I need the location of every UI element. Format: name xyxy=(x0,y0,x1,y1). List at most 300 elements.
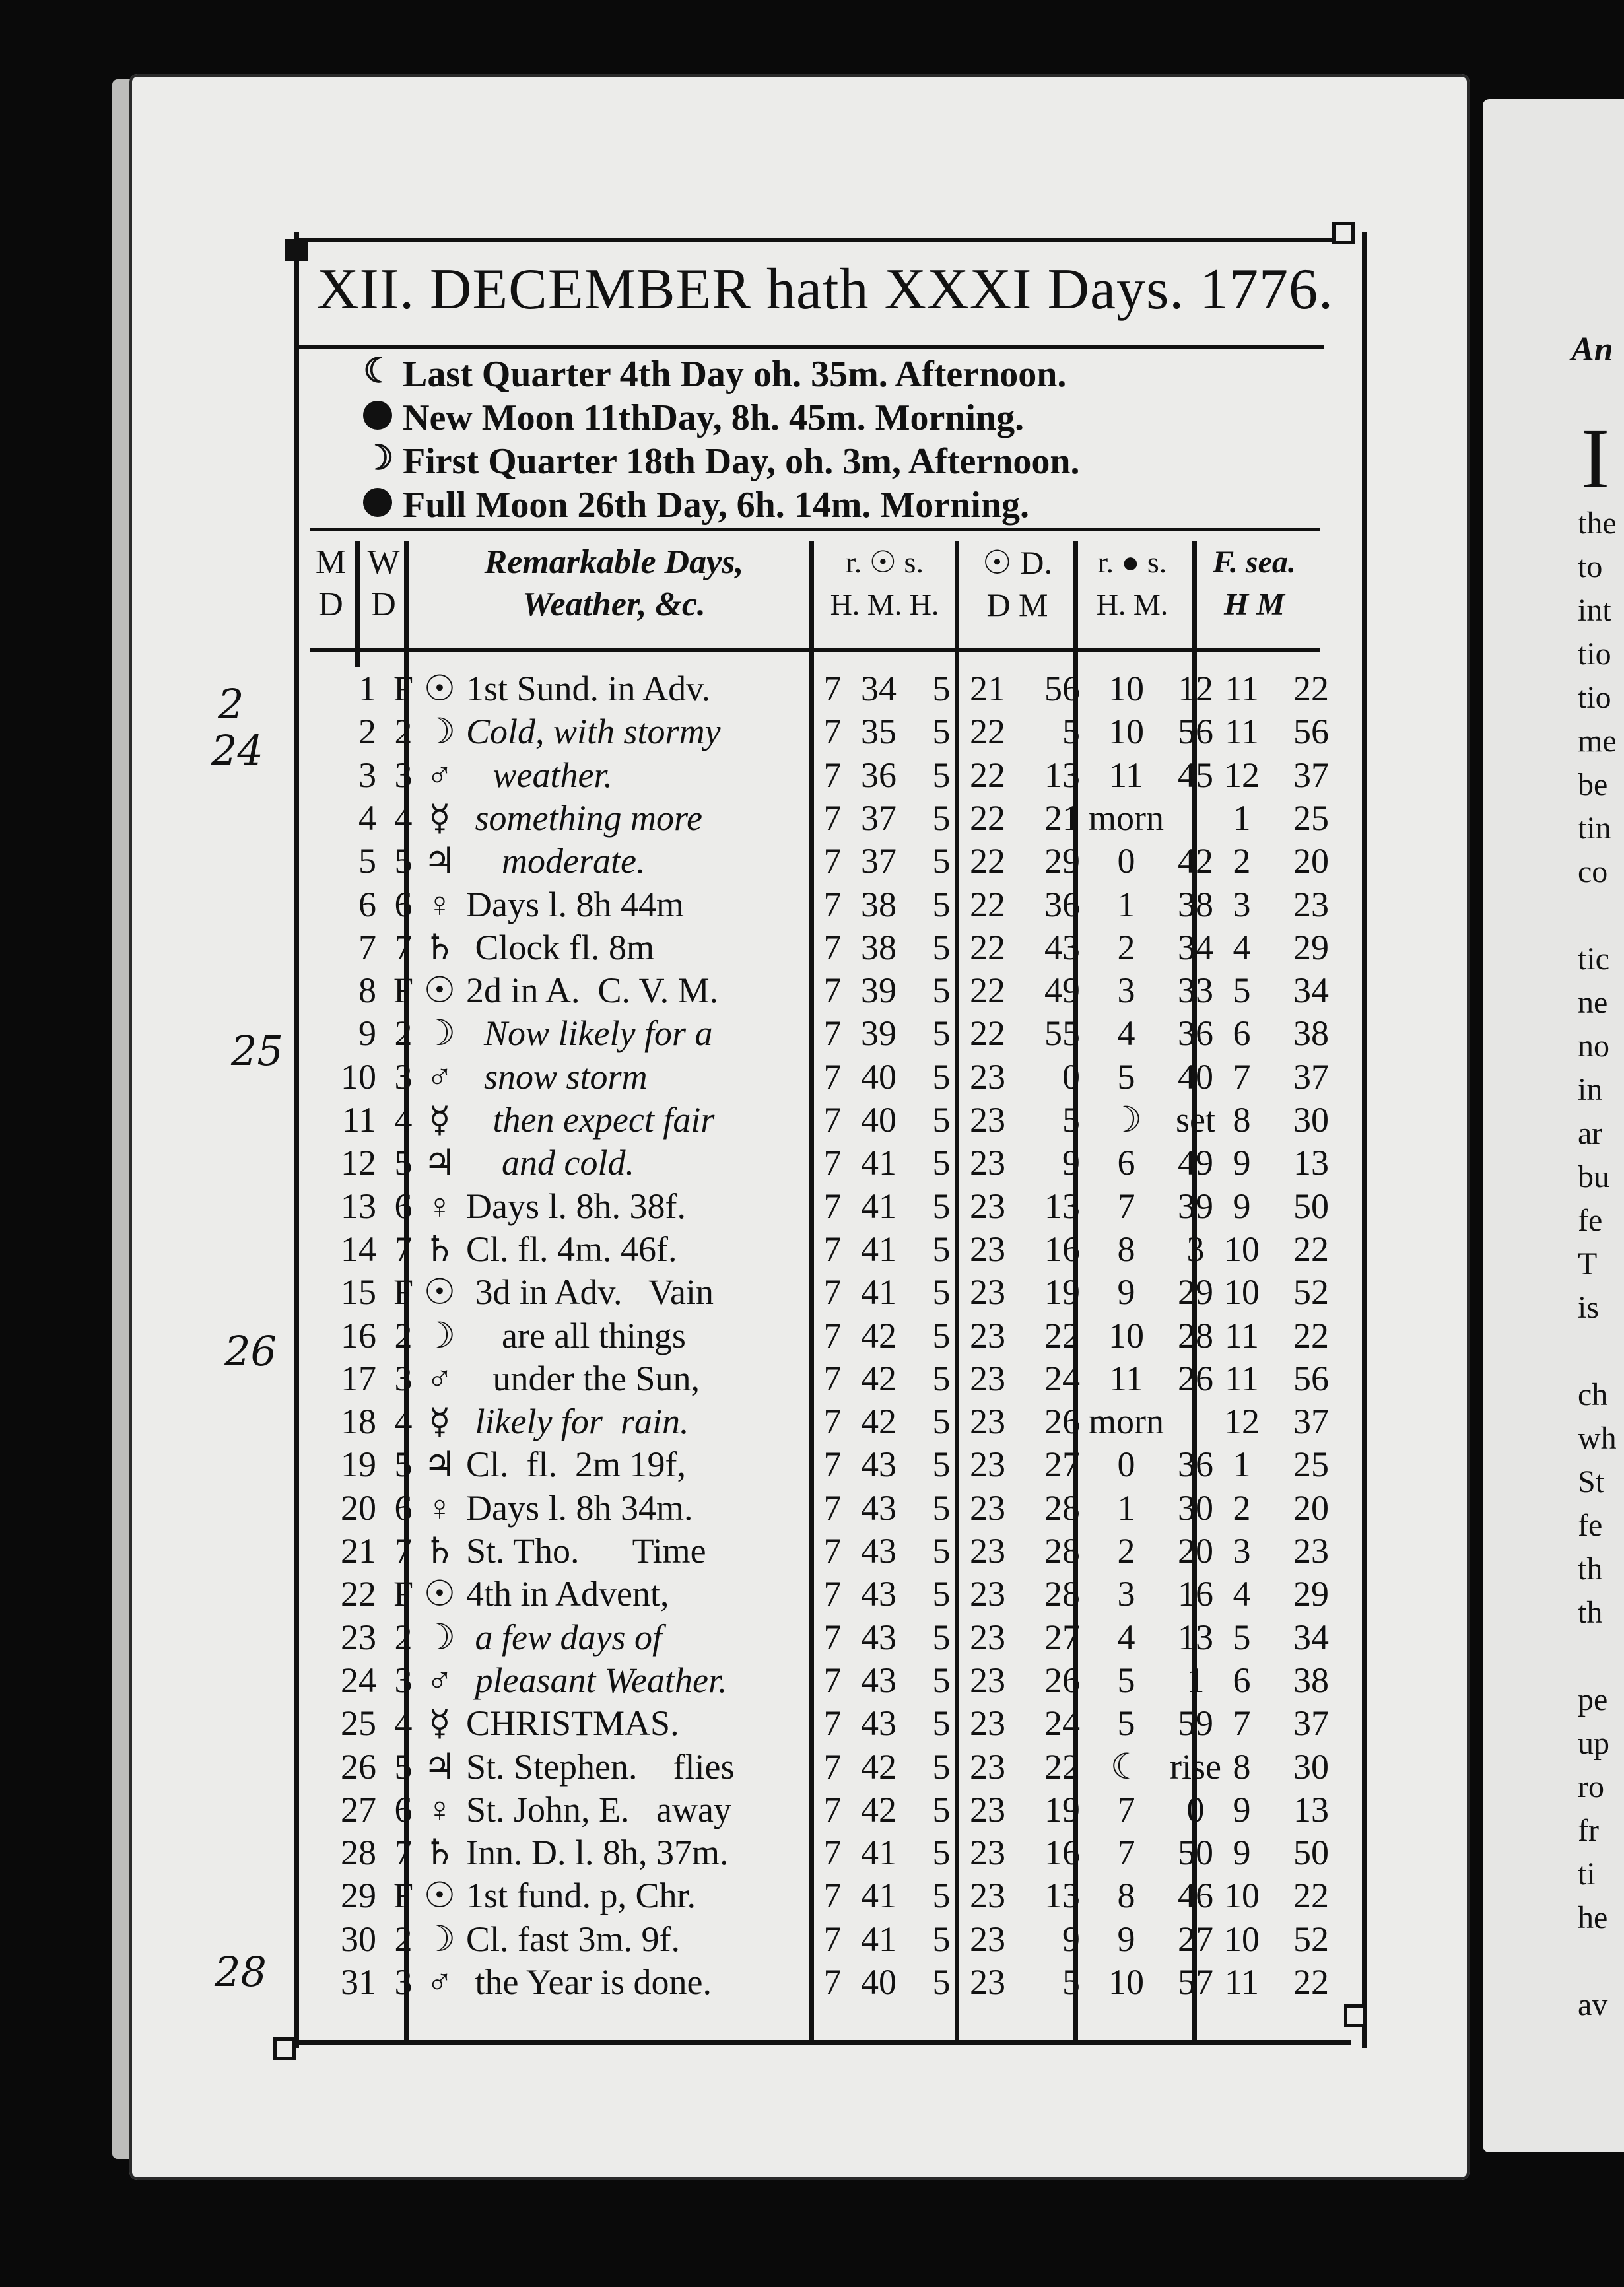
cell-dd: 23 xyxy=(970,1660,1005,1700)
cell-mm: 26 xyxy=(1178,1358,1213,1398)
cell-mm: 39 xyxy=(1178,1186,1213,1226)
cell-rm: 42 xyxy=(861,1789,897,1829)
cell-rem: Now likely for a xyxy=(466,1013,713,1054)
cell-md: 22 xyxy=(341,1574,376,1614)
cell-dd: 23 xyxy=(970,1746,1005,1787)
cell-rh: 7 xyxy=(823,755,842,795)
cell-fm: 37 xyxy=(1293,1703,1329,1744)
cell-rh: 7 xyxy=(823,1487,842,1528)
cell-fh: 2 xyxy=(1233,841,1251,881)
cell-dd: 23 xyxy=(970,1789,1005,1829)
cell-sh: 5 xyxy=(932,1919,951,1959)
cell-sym: ☿ xyxy=(428,1703,451,1744)
cell-md: 29 xyxy=(341,1876,376,1916)
cell-mh: 5 xyxy=(1117,1056,1135,1097)
cell-sym: ♃ xyxy=(423,1445,456,1485)
cell-sym: ☽ xyxy=(423,712,456,752)
table-row xyxy=(294,1788,1357,1831)
cell-mh: 0 xyxy=(1117,841,1135,881)
handwritten-note: 2 xyxy=(218,680,244,728)
cell-dm: 19 xyxy=(1044,1272,1080,1313)
cell-rh: 7 xyxy=(823,1746,842,1787)
cell-sym: ☉ xyxy=(423,669,456,708)
table-row xyxy=(294,667,1357,710)
cell-dm: 26 xyxy=(1044,1402,1080,1442)
cell-mm: 56 xyxy=(1178,712,1213,752)
cell-sym: ☿ xyxy=(428,1402,451,1442)
cell-fm: 37 xyxy=(1293,1402,1329,1442)
cell-rm: 36 xyxy=(861,755,897,795)
cell-rh: 7 xyxy=(823,1315,842,1355)
cell-fm: 13 xyxy=(1293,1789,1329,1829)
cell-mm: 49 xyxy=(1178,1143,1213,1183)
table-row xyxy=(294,1616,1357,1659)
cell-wd: F xyxy=(393,971,414,1011)
cell-rem: 2d in A. C. V. M. xyxy=(466,971,719,1011)
cell-rm: 41 xyxy=(861,1229,897,1269)
cell-md: 11 xyxy=(342,1100,376,1140)
cell-md: 30 xyxy=(341,1919,376,1959)
cell-md: 19 xyxy=(341,1445,376,1485)
cell-fm: 23 xyxy=(1293,884,1329,924)
cell-dd: 22 xyxy=(970,971,1005,1011)
top-rule xyxy=(294,238,1344,242)
cell-mh: 1 xyxy=(1117,1487,1135,1528)
facing-page-fragment: int xyxy=(1578,593,1611,628)
cell-rm: 41 xyxy=(861,1186,897,1226)
cell-dm: 19 xyxy=(1044,1789,1080,1829)
cell-mh: 7 xyxy=(1117,1833,1135,1873)
cell-dd: 23 xyxy=(970,1315,1005,1355)
cell-sym: ☽ xyxy=(423,1617,456,1657)
table-row xyxy=(294,1270,1357,1314)
cell-mh: 7 xyxy=(1117,1186,1135,1226)
cell-mh: ☽ xyxy=(1110,1100,1143,1140)
cell-dd: 23 xyxy=(970,1876,1005,1916)
cell-sym: ♄ xyxy=(423,927,456,967)
cell-fh: 11 xyxy=(1225,1315,1259,1355)
cell-rm: 41 xyxy=(861,1876,897,1916)
cell-dd: 22 xyxy=(970,712,1005,752)
table-row xyxy=(294,710,1357,753)
cell-fh: 4 xyxy=(1233,927,1251,967)
header-top-rule xyxy=(310,528,1320,531)
facing-page-fragment: up xyxy=(1578,1726,1609,1761)
cell-fm: 56 xyxy=(1293,712,1329,752)
cell-fh: 9 xyxy=(1233,1143,1251,1183)
cell-dd: 23 xyxy=(970,1703,1005,1744)
cell-rem: 1st Sund. in Adv. xyxy=(466,669,711,708)
cell-wd: 2 xyxy=(394,712,413,752)
cell-mh: 2 xyxy=(1117,1531,1135,1571)
cell-dm: 43 xyxy=(1044,927,1080,967)
cell-md: 4 xyxy=(358,798,376,838)
table-row xyxy=(294,1917,1357,1961)
cell-fh: 7 xyxy=(1233,1703,1251,1744)
cell-rh: 7 xyxy=(823,1358,842,1398)
facing-page-fragment: ne xyxy=(1578,985,1608,1020)
table-row xyxy=(294,1400,1357,1443)
cell-dm: 9 xyxy=(1062,1143,1080,1183)
phase-new-moon: New Moon 11thDay, 8h. 45m. Morning. xyxy=(403,397,1327,440)
table-row xyxy=(294,1874,1357,1917)
facing-page-fragment: is xyxy=(1578,1290,1600,1325)
cell-md: 15 xyxy=(341,1272,376,1313)
cell-sh: 5 xyxy=(932,1876,951,1916)
facing-page-fragment: ar xyxy=(1578,1116,1603,1151)
header-full-sea: F. sea. H M xyxy=(1213,545,1296,622)
phase-full-moon: Full Moon 26th Day, 6h. 14m. Morning. xyxy=(403,484,1327,528)
facing-page-fragment: me xyxy=(1578,724,1617,759)
cell-sh: 5 xyxy=(932,1445,951,1485)
table-row xyxy=(294,1357,1357,1400)
cell-dm: 24 xyxy=(1044,1703,1080,1744)
handwritten-note: 25 xyxy=(231,1027,283,1075)
cell-mm: 30 xyxy=(1178,1487,1213,1528)
cell-wd: 7 xyxy=(394,1531,413,1571)
cell-rem: Clock fl. 8m xyxy=(466,927,654,967)
cell-mh: 10 xyxy=(1108,1962,1144,2002)
cell-wd: F xyxy=(393,1574,414,1614)
cell-fm: 25 xyxy=(1293,1445,1329,1485)
cell-fm: 50 xyxy=(1293,1186,1329,1226)
cell-dd: 23 xyxy=(970,1229,1005,1269)
cell-sym: ☽ xyxy=(423,1315,456,1355)
cell-fh: 9 xyxy=(1233,1186,1251,1226)
cell-fh: 5 xyxy=(1233,1617,1251,1657)
cell-md: 16 xyxy=(341,1315,376,1355)
cell-mh: 7 xyxy=(1117,1789,1135,1829)
cell-wd: F xyxy=(393,669,414,708)
cell-fm: 29 xyxy=(1293,1574,1329,1614)
cell-dd: 23 xyxy=(970,1962,1005,2002)
cell-fm: 29 xyxy=(1293,927,1329,967)
cell-fm: 22 xyxy=(1293,1315,1329,1355)
cell-fm: 34 xyxy=(1293,971,1329,1011)
cell-md: 12 xyxy=(341,1143,376,1183)
facing-page-fragment: tic xyxy=(1578,941,1609,976)
cell-rem: are all things xyxy=(466,1315,686,1355)
cell-mh: 4 xyxy=(1117,1617,1135,1657)
cell-sh: 5 xyxy=(932,1143,951,1183)
table-row xyxy=(294,1141,1357,1184)
cell-dd: 23 xyxy=(970,1445,1005,1485)
cell-wd: 5 xyxy=(394,841,413,881)
cell-wd: 7 xyxy=(394,927,413,967)
cell-md: 21 xyxy=(341,1531,376,1571)
cell-mh: 0 xyxy=(1117,1445,1135,1485)
cell-mm: 46 xyxy=(1178,1876,1213,1916)
cell-rm: 43 xyxy=(861,1660,897,1700)
cell-mh: 11 xyxy=(1109,1358,1143,1398)
cell-sh: 5 xyxy=(932,927,951,967)
cell-mh: 10 xyxy=(1108,1315,1144,1355)
facing-page-fragment: tin xyxy=(1578,811,1611,846)
cell-sym: ♂ xyxy=(426,1056,454,1097)
cell-rem: 3d in Adv. Vain xyxy=(466,1272,714,1313)
cell-rh: 7 xyxy=(823,1056,842,1097)
facing-page-fragment: in xyxy=(1578,1072,1603,1107)
cell-mm: 36 xyxy=(1178,1013,1213,1054)
cell-sym: ♂ xyxy=(426,1358,454,1398)
cell-fh: 5 xyxy=(1233,971,1251,1011)
facing-page-fragment xyxy=(1578,1330,1624,1373)
cell-mm: 59 xyxy=(1178,1703,1213,1744)
cell-md: 18 xyxy=(341,1402,376,1442)
cell-sh: 5 xyxy=(932,1186,951,1226)
table-row xyxy=(294,1701,1357,1745)
facing-page-fragment: the xyxy=(1578,506,1617,541)
cell-mm: set xyxy=(1176,1100,1215,1140)
cell-sym: ☉ xyxy=(423,971,456,1011)
cell-rem: moderate. xyxy=(466,841,646,881)
cell-wd: 3 xyxy=(394,1056,413,1097)
header-sun-declination: ☉ D. D M xyxy=(982,544,1052,623)
cell-sh: 5 xyxy=(932,1703,951,1744)
cell-sh: 5 xyxy=(932,1272,951,1313)
cell-dm: 28 xyxy=(1044,1574,1080,1614)
facing-page-fragment xyxy=(1578,1635,1624,1678)
cell-rm: 43 xyxy=(861,1703,897,1744)
cell-dm: 29 xyxy=(1044,841,1080,881)
cell-md: 13 xyxy=(341,1186,376,1226)
facing-page-fragment: be xyxy=(1578,767,1608,802)
cell-sym: ☿ xyxy=(428,1100,451,1140)
cell-fh: 3 xyxy=(1233,884,1251,924)
cell-md: 9 xyxy=(358,1013,376,1054)
cell-sym: ♃ xyxy=(423,841,456,881)
cell-rem: St. John, E. away xyxy=(466,1789,731,1829)
cell-rh: 7 xyxy=(823,971,842,1011)
cell-sh: 5 xyxy=(932,1013,951,1054)
cell-mm: 12 xyxy=(1178,669,1213,708)
cell-fh: 10 xyxy=(1224,1876,1260,1916)
moon-phases xyxy=(363,353,1327,528)
cell-fm: 50 xyxy=(1293,1833,1329,1873)
cell-rem: Cold, with stormy xyxy=(466,712,721,752)
facing-page-fragment: tio xyxy=(1578,636,1611,671)
cell-rm: 42 xyxy=(861,1315,897,1355)
cell-rem: likely for rain. xyxy=(466,1402,689,1442)
cell-fh: 8 xyxy=(1233,1100,1251,1140)
cell-md: 17 xyxy=(341,1358,376,1398)
cell-mm: 34 xyxy=(1178,927,1213,967)
cell-fh: 2 xyxy=(1233,1487,1251,1528)
phase-first-quarter: ☽ First Quarter 18th Day, oh. 3m, Afternoon. xyxy=(363,440,1080,482)
cell-rm: 40 xyxy=(861,1962,897,2002)
cell-rem: CHRISTMAS. xyxy=(466,1703,679,1744)
cell-md: 26 xyxy=(341,1746,376,1787)
cell-sym: ♄ xyxy=(423,1229,456,1269)
table-row xyxy=(294,753,1357,797)
cell-rh: 7 xyxy=(823,1272,842,1313)
cell-rh: 7 xyxy=(823,1919,842,1959)
cell-dm: 49 xyxy=(1044,971,1080,1011)
cell-wd: 4 xyxy=(394,1100,413,1140)
cell-fh: 11 xyxy=(1225,712,1259,752)
header-remarkable-days: Remarkable Days, Weather, &c. xyxy=(484,543,744,623)
cell-fh: 12 xyxy=(1224,755,1260,795)
cell-fm: 22 xyxy=(1293,669,1329,708)
facing-page-fragment xyxy=(1578,894,1624,938)
cell-md: 8 xyxy=(358,971,376,1011)
cell-fm: 25 xyxy=(1293,798,1329,838)
cell-wd: 5 xyxy=(394,1445,413,1485)
cell-rm: 38 xyxy=(861,927,897,967)
cell-rm: 41 xyxy=(861,1272,897,1313)
cell-mh: 10 xyxy=(1108,712,1144,752)
cell-fm: 52 xyxy=(1293,1272,1329,1313)
cell-sh: 5 xyxy=(932,1746,951,1787)
facing-page-fragment: no xyxy=(1578,1029,1609,1064)
cell-fm: 22 xyxy=(1293,1876,1329,1916)
page-title xyxy=(317,256,1334,329)
cell-mm: 40 xyxy=(1178,1056,1213,1097)
cell-sh: 5 xyxy=(932,798,951,838)
cell-dd: 23 xyxy=(970,1272,1005,1313)
cell-mm: 50 xyxy=(1178,1833,1213,1873)
cell-dm: 55 xyxy=(1044,1013,1080,1054)
corner-ornament xyxy=(1344,2004,1367,2027)
cell-dd: 22 xyxy=(970,798,1005,838)
cell-rem: St. Stephen. flies xyxy=(466,1746,735,1787)
cell-fh: 3 xyxy=(1233,1531,1251,1571)
cell-rem: Cl. fl. 4m. 46f. xyxy=(466,1229,677,1269)
cell-sym: ♂ xyxy=(426,755,454,795)
header-month-day: M D xyxy=(315,543,347,623)
handwritten-note: 28 xyxy=(215,1948,267,1996)
cell-wd: 3 xyxy=(394,1962,413,2002)
cell-dd: 22 xyxy=(970,884,1005,924)
cell-wd: 7 xyxy=(394,1833,413,1873)
cell-sym: ♂ xyxy=(426,1962,454,2002)
facing-page-fragment: St xyxy=(1578,1464,1605,1499)
cell-md: 23 xyxy=(341,1617,376,1657)
cell-md: 7 xyxy=(358,927,376,967)
handwritten-note: 24 xyxy=(211,726,263,774)
cell-rm: 43 xyxy=(861,1574,897,1614)
phase-last-quarter: ☾ Last Quarter 4th Day oh. 35m. Afternoon. xyxy=(363,353,1067,395)
cell-rem: Days l. 8h. 38f. xyxy=(466,1186,686,1226)
cell-fh: 9 xyxy=(1233,1833,1251,1873)
cell-mm: 27 xyxy=(1178,1919,1213,1959)
cell-md: 14 xyxy=(341,1229,376,1269)
cell-rm: 35 xyxy=(861,712,897,752)
cell-rm: 43 xyxy=(861,1531,897,1571)
cell-sh: 5 xyxy=(932,1660,951,1700)
table-row xyxy=(294,1011,1357,1055)
cell-rem: then expect fair xyxy=(466,1100,715,1140)
cell-wd: 5 xyxy=(394,1143,413,1183)
cell-dm: 28 xyxy=(1044,1531,1080,1571)
cell-fh: 9 xyxy=(1233,1789,1251,1829)
cell-dm: 13 xyxy=(1044,1876,1080,1916)
first-quarter-moon-icon: ☽ xyxy=(363,440,394,477)
cell-fm: 13 xyxy=(1293,1143,1329,1183)
facing-page-fragment: bu xyxy=(1578,1159,1609,1194)
cell-sym: ☽ xyxy=(423,1013,456,1054)
cell-fm: 22 xyxy=(1293,1962,1329,2002)
cell-rm: 39 xyxy=(861,971,897,1011)
cell-wd: 3 xyxy=(394,1660,413,1700)
cell-mh: morn xyxy=(1089,1402,1164,1442)
cell-dm: 22 xyxy=(1044,1315,1080,1355)
cell-sym: ♄ xyxy=(423,1531,456,1571)
cell-md: 3 xyxy=(358,755,376,795)
cell-fh: 11 xyxy=(1225,1962,1259,2002)
cell-fm: 30 xyxy=(1293,1100,1329,1140)
cell-rh: 7 xyxy=(823,1574,842,1614)
cell-wd: F xyxy=(393,1876,414,1916)
cell-rh: 7 xyxy=(823,1445,842,1485)
cell-dm: 27 xyxy=(1044,1445,1080,1485)
cell-rh: 7 xyxy=(823,1876,842,1916)
cell-wd: 4 xyxy=(394,1703,413,1744)
facing-page-fragment: av xyxy=(1578,1987,1608,2022)
cell-sym: ☽ xyxy=(423,1919,456,1959)
cell-mm: 16 xyxy=(1178,1574,1213,1614)
title-rule xyxy=(294,345,1324,349)
cell-fm: 22 xyxy=(1293,1229,1329,1269)
cell-sh: 5 xyxy=(932,1962,951,2002)
cell-wd: 3 xyxy=(394,755,413,795)
cell-mh: 8 xyxy=(1117,1229,1135,1269)
cell-md: 6 xyxy=(358,884,376,924)
cell-fm: 23 xyxy=(1293,1531,1329,1571)
table-row xyxy=(294,1055,1357,1099)
cell-wd: F xyxy=(393,1272,414,1313)
cell-sym: ♀ xyxy=(426,1789,454,1829)
table-row xyxy=(294,1184,1357,1228)
cell-rem: pleasant Weather. xyxy=(466,1660,727,1700)
facing-page-text xyxy=(1578,502,1624,2027)
cell-fm: 37 xyxy=(1293,755,1329,795)
cell-rem: Days l. 8h 44m xyxy=(466,884,684,924)
cell-dm: 56 xyxy=(1044,669,1080,708)
table-row xyxy=(294,1960,1357,2004)
cell-md: 2 xyxy=(358,712,376,752)
header-sun-rise-set: r. ☉ s. H. M. H. xyxy=(830,545,939,621)
cell-wd: 7 xyxy=(394,1229,413,1269)
cell-sh: 5 xyxy=(932,1531,951,1571)
facing-page-initial: I xyxy=(1581,411,1610,506)
cell-sym: ☉ xyxy=(423,1574,456,1614)
cell-dm: 21 xyxy=(1044,798,1080,838)
cell-rh: 7 xyxy=(823,1402,842,1442)
cell-dd: 23 xyxy=(970,1833,1005,1873)
cell-rh: 7 xyxy=(823,1703,842,1744)
cell-dm: 5 xyxy=(1062,1962,1080,2002)
cell-dd: 23 xyxy=(970,1100,1005,1140)
cell-sym: ♀ xyxy=(426,1186,454,1226)
cell-dm: 16 xyxy=(1044,1833,1080,1873)
cell-rem: snow storm xyxy=(466,1056,648,1097)
cell-fh: 10 xyxy=(1224,1919,1260,1959)
table-row xyxy=(294,1529,1357,1573)
cell-md: 1 xyxy=(358,669,376,708)
cell-wd: 6 xyxy=(394,1789,413,1829)
table-row xyxy=(294,969,1357,1012)
cell-mh: 11 xyxy=(1109,755,1143,795)
table-row xyxy=(294,1314,1357,1357)
cell-rem: 4th in Advent, xyxy=(466,1574,669,1614)
cell-mm: 45 xyxy=(1178,755,1213,795)
cell-rm: 43 xyxy=(861,1617,897,1657)
cell-sh: 5 xyxy=(932,1100,951,1140)
month-heading: DECEMBER hath XXXI Days. xyxy=(429,257,1185,322)
cell-mh: ☾ xyxy=(1110,1746,1143,1787)
cell-dd: 22 xyxy=(970,841,1005,881)
